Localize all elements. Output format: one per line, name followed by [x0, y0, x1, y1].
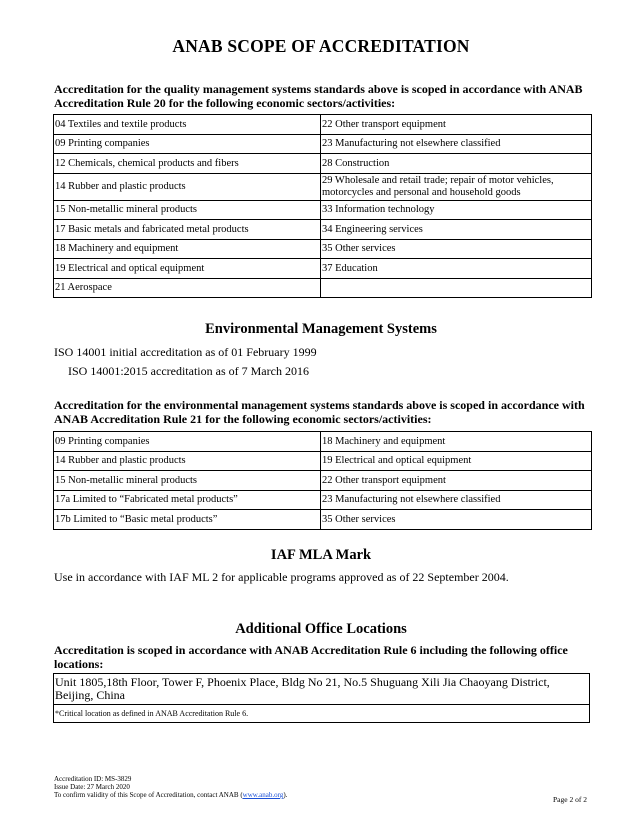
- table-cell: 04 Textiles and textile products: [54, 115, 321, 135]
- table-cell: 19 Electrical and optical equipment: [54, 259, 321, 279]
- office-locations-table: [53, 673, 590, 723]
- ems-intro: Accreditation for the environmental management systems standards above is scoped in accordance with ANAB Accreditation Rule 21 for the following economic sectors/activities:: [54, 398, 585, 426]
- table-cell: 14 Rubber and plastic products: [54, 451, 321, 471]
- table-row: [54, 173, 592, 200]
- footer: [54, 775, 287, 799]
- issue-date: Issue Date: 27 March 2020: [54, 783, 130, 791]
- table-cell: 35 Other services: [321, 510, 592, 530]
- table-row: [54, 510, 592, 530]
- table-row: [54, 115, 592, 135]
- qms-intro: Accreditation for the quality management systems standards above is scoped in accordance with ANAB Accreditation Rule 20 for the following economic sectors/activities:: [54, 82, 583, 110]
- table-cell: 29 Wholesale and retail trade; repair of motor vehicles, motorcycles and personal and household goods: [321, 173, 592, 200]
- offices-heading: Additional Office Locations: [235, 621, 407, 637]
- table-row: [54, 134, 592, 154]
- iaf-text: Use in accordance with IAF ML 2 for applicable programs approved as of 22 September 2004.: [54, 570, 509, 584]
- accreditation-id: Accreditation ID: MS-3829: [54, 775, 132, 783]
- ems-initial-text: ISO 14001 initial accreditation as of 01 February 1999: [54, 345, 317, 359]
- table-row: [54, 220, 592, 240]
- table-cell: 22 Other transport equipment: [321, 115, 592, 135]
- table-cell: 15 Non-metallic mineral products: [54, 471, 321, 491]
- table-row: [54, 471, 592, 491]
- table-cell: 09 Printing companies: [54, 432, 321, 452]
- qms-sectors-table: [53, 114, 592, 298]
- page-title: ANAB SCOPE OF ACCREDITATION: [172, 36, 470, 56]
- table-cell: 22 Other transport equipment: [321, 471, 592, 491]
- table-row: [54, 490, 592, 510]
- table-cell: 34 Engineering services: [321, 220, 592, 240]
- table-cell: 14 Rubber and plastic products: [54, 173, 321, 200]
- office-address: Unit 1805,18th Floor, Tower F, Phoenix Place, Bldg No 21, No.5 Shuguang Xili Jia Chaoyang District, Beijing, China: [54, 674, 589, 705]
- table-cell: 17b Limited to “Basic metal products”: [54, 510, 321, 530]
- table-cell: 23 Manufacturing not elsewhere classified: [321, 490, 592, 510]
- table-cell: 19 Electrical and optical equipment: [321, 451, 592, 471]
- confirm-validity-text: To confirm validity of this Scope of Accreditation, contact ANAB (www.anab.org).: [54, 791, 288, 799]
- table-cell: 15 Non-metallic mineral products: [54, 200, 321, 220]
- table-row: [54, 200, 592, 220]
- table-cell: [321, 278, 592, 298]
- table-row: [54, 259, 592, 279]
- table-cell: 33 Information technology: [321, 200, 592, 220]
- table-cell: 21 Aerospace: [54, 278, 321, 298]
- table-cell: 23 Manufacturing not elsewhere classified: [321, 134, 592, 154]
- table-row: [54, 154, 592, 174]
- table-cell: 17a Limited to “Fabricated metal products”: [54, 490, 321, 510]
- anab-website-link[interactable]: www.anab.org: [242, 791, 284, 799]
- table-cell: 12 Chemicals, chemical products and fibers: [54, 154, 321, 174]
- iaf-heading: IAF MLA Mark: [270, 547, 372, 563]
- table-row: [54, 451, 592, 471]
- table-cell: 18 Machinery and equipment: [321, 432, 592, 452]
- table-cell: 37 Education: [321, 259, 592, 279]
- critical-location-note: *Critical location as defined in ANAB Accreditation Rule 6.: [55, 709, 249, 718]
- offices-intro: Accreditation is scoped in accordance with ANAB Accreditation Rule 6 including the following office locations:: [54, 643, 568, 671]
- table-cell: 09 Printing companies: [54, 134, 321, 154]
- ems-heading: Environmental Management Systems: [205, 321, 437, 337]
- ems-sectors-table: [53, 431, 592, 530]
- page-number: Page 2 of 2: [553, 795, 587, 804]
- table-cell: 17 Basic metals and fabricated metal products: [54, 220, 321, 240]
- ems-current-text: ISO 14001:2015 accreditation as of 7 March 2016: [68, 364, 309, 378]
- table-row: [54, 432, 592, 452]
- table-row: [54, 278, 592, 298]
- table-cell: 28 Construction: [321, 154, 592, 174]
- table-cell: 35 Other services: [321, 239, 592, 259]
- table-cell: 18 Machinery and equipment: [54, 239, 321, 259]
- table-row: [54, 239, 592, 259]
